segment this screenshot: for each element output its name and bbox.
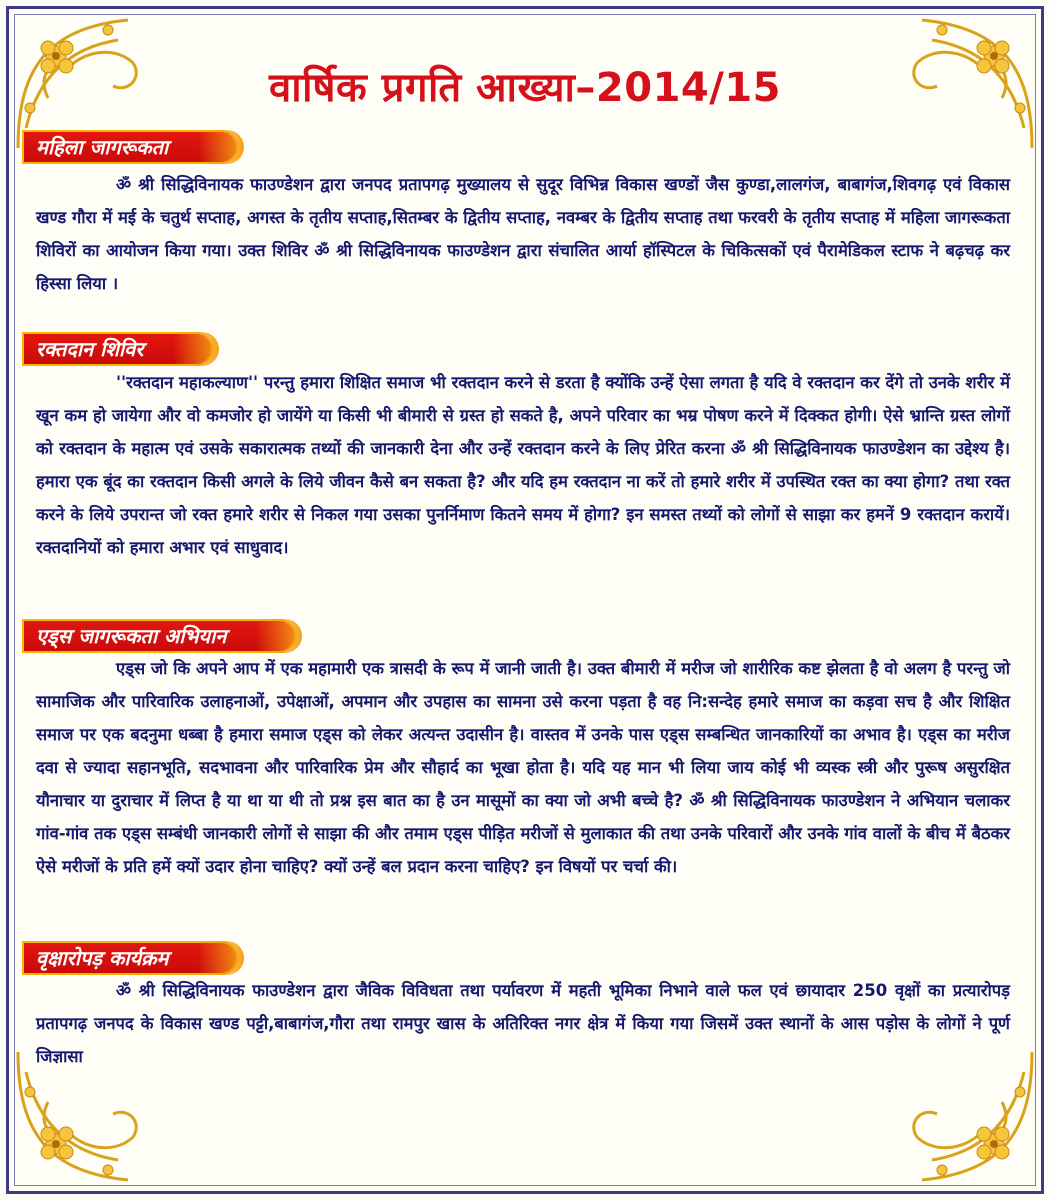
- section-heading-women-awareness: महिला जागरूकता: [22, 130, 238, 164]
- section-heading-blood-donation: रक्तदान शिविर: [22, 332, 213, 366]
- section-text-plantation: ॐ श्री सिद्धिविनायक फाउण्डेशन द्वारा जैविक विविधता तथा पर्यावरण में महती भूमिका निभाने वाले फल एवं छायादार 250 वृक्षों का प्रत्यारोपड़ प्रतापगढ़ जनपद के विकास खण्ड पट्टी,बाबागंज,गौरा तथा रामपुर खास के अतिरिक्त नगर क्षेत्र में किया गया जिसमें उक्त स्थानों के आस पड़ोस के लोगों ने पूर्ण जिज्ञासा: [36, 981, 1010, 1066]
- section-heading-plantation: वृक्षारोपड़ कार्यक्रम: [22, 941, 238, 975]
- page-title: वार्षिक प्रगति आख्या–2014/15: [268, 65, 782, 111]
- section-text-aids-awareness: एड्स जो कि अपने आप में एक महामारी एक त्रासदी के रूप में जानी जाती है। उक्त बीमारी में मरीज जो शारीरिक कष्ट झेलता है वो अलग है परन्तु जो सामाजिक और पारिवारिक उलाहनाओं, उपेक्षाओं, अपमान और उपहास का सामना उसे करना पड़ता है वह नि:सन्देह हमारे समाज का कड़वा सच है और शिक्षित समाज पर एक बदनुमा धब्बा है हमारा समाज एड्स को लेकर अत्यन्त उदासीन है। वास्तव में उनके पास एड्स सम्बन्धित जानकारियों का अभाव है। एड्स का मरीज दवा से ज्यादा सहानभूति, सदभावना और पारिवारिक प्रेम और सौहार्द का भूखा होता है। यदि यह मान भी लिया जाय कोई भी व्यस्क स्त्री और पुरूष असुरक्षित यौनाचार या दुराचार में लिप्त है या था या थी तो प्रश्न इस बात का है उन मासूमों का क्या जो अभी बच्चे है? ॐ श्री सिद्धिविनायक फाउण्डेशन ने अभियान चलाकर गांव-गांव तक एड्स सम्बंधी जानकारी लोगों से साझा की और तमाम एड्स पीड़ित मरीजों से मुलाकात की तथा उनके परिवारों और उनके गांव वालों के बीच में बैठकर ऐसे मरीजों के प्रति हमें क्यों उदार होना चाहिए? क्यों उन्हें बल प्रदान करना चाहिए? इन विषयों पर चर्चा की।: [36, 659, 1010, 876]
- section-heading-aids-awareness: एड्स जागरूकता अभियान: [22, 619, 296, 653]
- section-text-blood-donation: ''रक्तदान महाकल्याण'' परन्तु हमारा शिक्षित समाज भी रक्तदान करने से डरता है क्योंकि उन्हें ऐसा लगता है यदि वे रक्तदान कर देंगे तो उनके शरीर में खून कम हो जायेगा और वो कमजोर हो जायेंगे या किसी भी बीमारी से ग्रस्त हो सकते है, अपने परिवार का भम्र पोषण करने में दिक्कत होगी। ऐसे भ्रान्ति ग्रस्त लोगों को रक्तदान के महात्म एवं उसके सकारात्मक तथ्यों की जानकारी देना और उन्हें रक्तदान करने के लिए प्रेरित करना ॐ श्री सिद्धिविनायक फाउण्डेशन का उद्देश्य है। हमारा एक बूंद का रक्तदान किसी अगले के लिये जीवन कैसे बन सकता है? और यदि हम रक्तदान ना करें तो हमारे शरीर में उपस्थित रक्त का क्या होगा? तथा रक्त करने के लिये उपरान्त जो रक्त हमारे शरीर से निकल गया उसका पुनर्निमाण कितने समय में होगा? इन समस्त तथ्यों को लोगों से साझा कर हमनें 9 रक्तदान करायें।रक्तदानियों को हमारा अभार एवं साधुवाद।: [36, 373, 1010, 557]
- section-text-women-awareness: ॐ श्री सिद्धिविनायक फाउण्डेशन द्वारा जनपद प्रतापगढ़ मुख्यालय से सुदूर विभिन्न विकास खण्डों जैस कुण्डा,लालगंज, बाबागंज,शिवगढ़ एवं विकास खण्ड गौरा में मई के चतुर्थ सप्ताह, अगस्त के तृतीय सप्ताह,सितम्बर के द्वितीय सप्ताह, नवम्बर के द्वितीय सप्ताह तथा फरवरी के तृतीय सप्ताह में महिला जागरूकता शिविरों का आयोजन किया गया। उक्त शिविर ॐ श्री सिद्धिविनायक फाउण्डेशन द्वारा संचालित आर्या हॉस्पिटल के चिकित्सकों एवं पैरामेडिकल स्टाफ ने बढ़चढ़ कर हिस्सा लिया ।: [36, 175, 1010, 293]
